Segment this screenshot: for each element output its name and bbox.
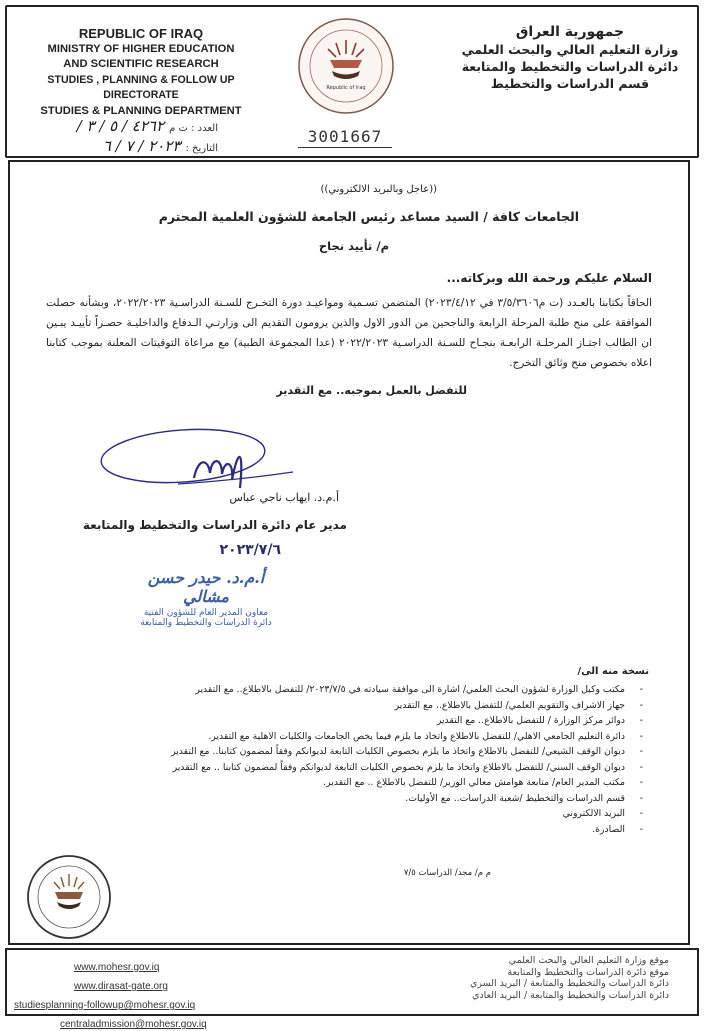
header-ar-line: جمهورية العراق — [515, 24, 625, 40]
cc-item-text: جهاز الاشراف والتقويم العلمي/ للتفضل بالاطلاع.. مع التقدير — [394, 699, 625, 711]
addressee: الجامعات كافة / السيد مساعد رئيس الجامعة للشؤون العلمية المحترم — [158, 209, 579, 224]
footer-links — [14, 955, 207, 1031]
footer-ar-line: دائرة الدراسات والتخطيط والمتابعة / البريد السري — [469, 978, 669, 989]
cc-list — [49, 682, 649, 837]
cc-item: - دوائر مركز الوزارة / للتفضل بالاطلاع.. مع التقدير — [436, 715, 643, 726]
cc-item-text: ديوان الوقف السني/ للتفضل بالاطلاع واتخاذ ما يلزم بخصوص الكليات التابعة لديوانكم وفقاً لمضمون كتابنا .. مع التقدير — [172, 761, 625, 773]
date-label: التاريخ : — [185, 143, 218, 154]
cc-item: - الصادرة. — [592, 823, 643, 835]
cc-item-text: قسم الدراسات والتخطيط /شعبة الدراسات.. مع الأوليات. — [405, 792, 625, 804]
logo-text: Republic of Iraq — [326, 85, 366, 91]
reference-label: العدد : ت م — [169, 123, 218, 134]
cc-item-text: مكتب المدير العام/ متابعة هوامش معالي الوزير/ للتفضل بالاطلاع .. مع التقدير. — [323, 777, 625, 788]
footer-link[interactable]: www.dirasat-gate.org — [74, 981, 168, 992]
cc-item: - البريد الالكتروني — [562, 808, 643, 819]
header-ar-line: دائرة الدراسات والتخطيط والمتابعة — [461, 59, 679, 74]
footer-arabic — [449, 955, 669, 1001]
footer-link[interactable]: centraladmission@mohesr.gov.iq — [60, 1019, 207, 1030]
date-value: ٢٠٢٣ / ٧ / ٦ — [102, 137, 181, 155]
closing-line: للتفضل بالعمل بموجبه.. مع التقدير — [276, 384, 467, 397]
footer-ar-line: دائرة الدراسات والتخطيط والمتابعة / البريد العادي — [471, 989, 669, 1001]
stamp-line: أ.م.د. حيدر حسن مشالي — [147, 568, 265, 606]
official-stamp — [131, 568, 281, 628]
signatory-name — [229, 488, 339, 508]
urgent-note: ((عاجل وبالبريد الالكتروني)) — [320, 184, 437, 195]
stamp-line: دائرة الدراسات والتخطيط والمتابعة — [140, 618, 272, 628]
cc-item: - جهاز الاشراف والتقويم العلمي/ للتفضل بالاطلاع.. مع التقدير — [394, 699, 643, 711]
footer-ar-line: موقع وزارة التعليم العالي والبحث العلمي — [508, 955, 669, 966]
cc-item: - مكتب المدير العام/ متابعة هوامش معالي الوزير/ للتفضل بالاطلاع .. مع التقدير. — [323, 777, 643, 788]
header-ar-line: وزارة التعليم العالي والبحث العلمي — [461, 42, 679, 57]
header-en-line: STUDIES & PLANNING DEPARTMENT — [40, 104, 242, 117]
cc-item-text: ديوان الوقف الشيعي/ للتفضل بالاطلاع واتخاذ ما يلزم بخصوص الكليات التابعة لديوانكم وفقاً لمضمون كتابنا.. مع التقدير — [171, 746, 625, 757]
cc-item: - مكتب وكيل الوزارة لشؤون البحث العلمي/ اشارة الى موافقة سيادته في ٢٠٢٣/٧/٥/ للتفضل بالاطلاع.. مع التقدير — [195, 684, 643, 695]
footer-link[interactable]: studiesplanning-followup@mohesr.gov.iq — [14, 1000, 196, 1011]
greeting: السلام عليكم ورحمة الله وبركاته... — [446, 271, 652, 285]
header-ar-line: قسم الدراسات والتخطيط — [490, 76, 650, 91]
header-english — [16, 26, 266, 119]
signatory-title: مدير عام دائرة الدراسات والتخطيط والمتابعة — [82, 518, 347, 532]
signatory-name-text: أ.م.د. ايهاب ناجي عباس — [229, 491, 339, 504]
cc-title: نسخة منه الى/ — [577, 666, 649, 677]
cc-item: - دائرة التعليم الجامعي الاهلي/ للتفضل بالاطلاع واتخاذ ما يلزم فيما يخص الجامعات والكليات الاهلية مع التقدير. — [208, 730, 643, 742]
header-arabic — [455, 24, 685, 92]
ministry-logo — [296, 16, 396, 116]
body-paragraph: الحاقاً بكتابنا بالعـدد (ت م٣/٥/٣٦٠٦ في ٢٠٢٣/٤/١٢) المتضمن تسـمية ومواعيـد دورة التخـرج للسـنة الدراسـية ٢٠٢٢/٢٠٢٣، وبشأنه حصلت الموافقة على منح طلبة المرحلة الرابعة والناجحين من الدور الاول والذين يرومون التقديم الى وزارتـي الـدفاع والداخليـة حصـراً تأييـد يبـين ان الطالب اجتـاز المرحلـة الرابعـة بنجـاح للسـنة الدراسـية ٢٠٢٢/٢٠٢٣ (عدا المجموعة الطبية) مع مراعاة التوقيتات المعلنة بموجب كتابنا اعلاه بخصوص منح وثائق التخرج. — [46, 297, 652, 369]
subject: م/ تأييد نجاح — [318, 239, 389, 253]
header-en-line: MINISTRY OF HIGHER EDUCATION — [47, 42, 235, 55]
cc-item-text: مكتب وكيل الوزارة لشؤون البحث العلمي/ اشارة الى موافقة سيادته في ٢٠٢٣/٧/٥/ للتفضل بالاطلاع.. مع التقدير — [195, 684, 625, 695]
stamp-line: معاون المدير العام للشؤون الفنية — [143, 608, 269, 618]
header-en-line: REPUBLIC OF IRAQ — [78, 26, 204, 41]
header-en-line: AND SCIENTIFIC RESEARCH — [63, 58, 219, 70]
reference-date — [38, 136, 218, 155]
footer-ar-line: موقع دائرة الدراسات والتخطيط والمتابعة — [507, 966, 669, 978]
document-number: 3001667 — [298, 127, 392, 148]
cc-item: - ديوان الوقف الشيعي/ للتفضل بالاطلاع واتخاذ ما يلزم بخصوص الكليات التابعة لديوانكم وفقاً لمضمون كتابنا.. مع التقدير — [171, 746, 643, 757]
ministry-seal — [26, 854, 112, 940]
cc-item: - قسم الدراسات والتخطيط /شعبة الدراسات.. مع الأوليات. — [405, 792, 643, 804]
cc-item-text: دوائر مركز الوزارة / للتفضل بالاطلاع.. مع التقدير — [436, 715, 625, 726]
initials-line: م م/ مجد/ الدراسات ٧/٥ — [403, 868, 491, 878]
reference-value: ٤٢٦٢ / ٥ / ٣ / — [76, 117, 165, 135]
sign-date: ٢٠٢٣/٧/٦ — [219, 542, 281, 558]
header-en-line: STUDIES , PLANNING & FOLLOW UP DIRECTORATE — [47, 73, 235, 101]
cc-item-text: الصادرة. — [592, 823, 625, 835]
cc-item-text: دائرة التعليم الجامعي الاهلي/ للتفضل بالاطلاع واتخاذ ما يلزم فيما يخص الجامعات والكليات الاهلية مع التقدير. — [208, 730, 625, 742]
footer-link[interactable]: www.mohesr.gov.iq — [74, 962, 160, 973]
cc-item-text: البريد الالكتروني — [562, 808, 625, 819]
cc-item: - ديوان الوقف السني/ للتفضل بالاطلاع واتخاذ ما يلزم بخصوص الكليات التابعة لديوانكم وفقاً لمضمون كتابنا .. مع التقدير — [172, 761, 643, 773]
reference-number — [38, 116, 218, 135]
